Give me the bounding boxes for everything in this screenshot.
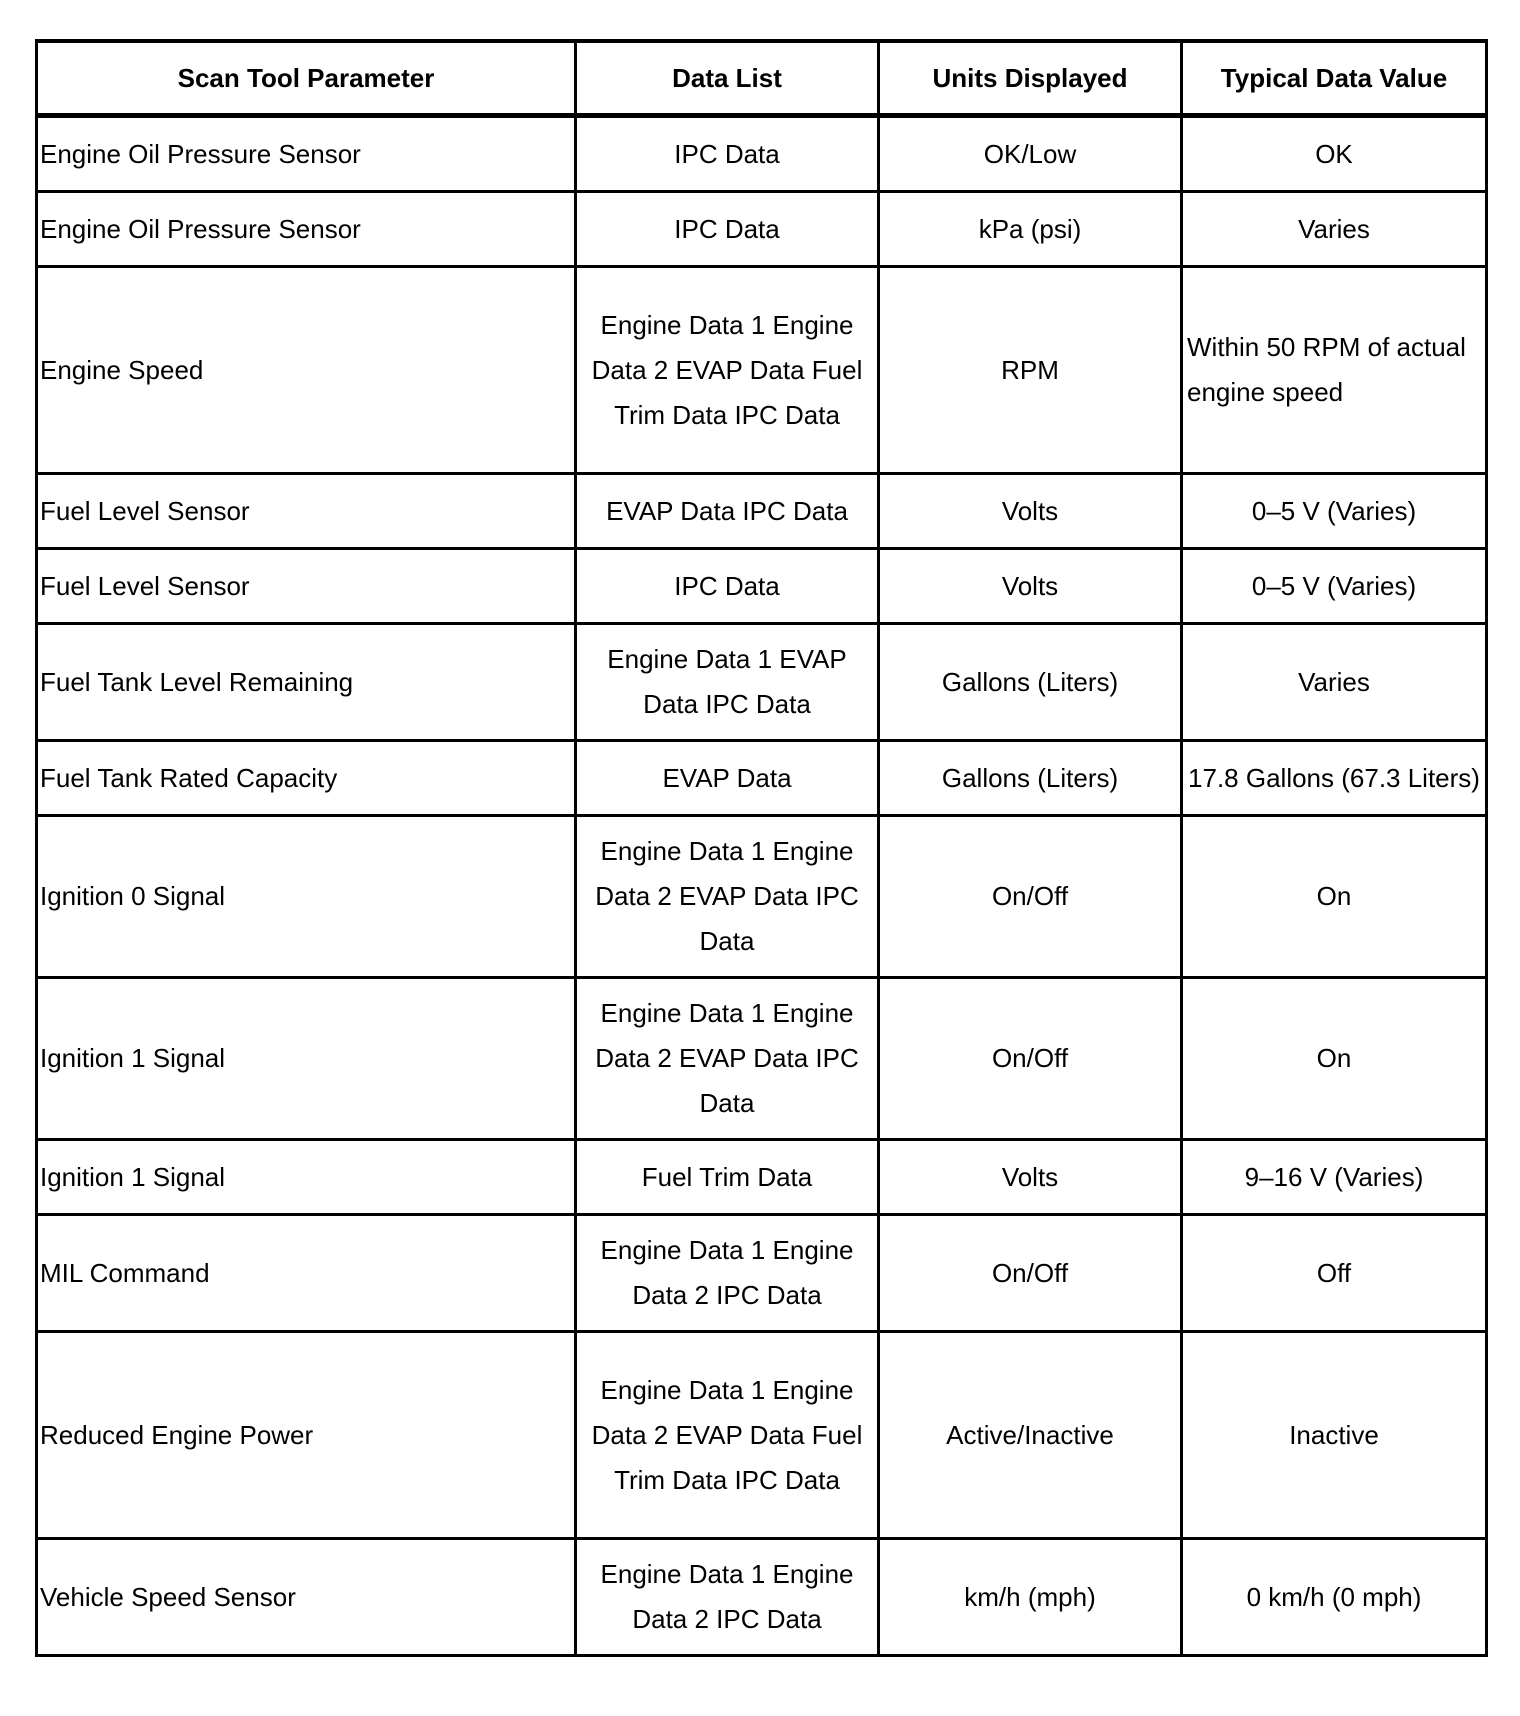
table-row [37,1140,1487,1215]
cell-units: Gallons (Liters) [879,741,1182,816]
cell-units: Active/Inactive [879,1332,1182,1539]
cell-typical-value: Varies [1182,192,1487,267]
cell-units: km/h (mph) [879,1539,1182,1656]
cell-typical-value: 0–5 V (Varies) [1182,549,1487,624]
table-row [37,474,1487,549]
cell-parameter: Vehicle Speed Sensor [37,1539,576,1656]
cell-units: OK/Low [879,116,1182,192]
cell-typical-value: 0 km/h (0 mph) [1182,1539,1487,1656]
table-row [37,1539,1487,1656]
cell-parameter: Fuel Level Sensor [37,474,576,549]
cell-data-list: IPC Data [576,192,879,267]
cell-parameter: Engine Oil Pressure Sensor [37,116,576,192]
cell-data-list: Engine Data 1 Engine Data 2 EVAP Data IPC Data [576,978,879,1140]
cell-units: kPa (psi) [879,192,1182,267]
cell-typical-value: 17.8 Gallons (67.3 Liters) [1182,741,1487,816]
cell-parameter: Engine Oil Pressure Sensor [37,192,576,267]
cell-data-list: IPC Data [576,549,879,624]
cell-parameter: MIL Command [37,1215,576,1332]
scan-tool-data-table [35,39,1488,1657]
cell-parameter: Ignition 1 Signal [37,978,576,1140]
cell-units: On/Off [879,816,1182,978]
cell-units: Volts [879,474,1182,549]
cell-units: Gallons (Liters) [879,624,1182,741]
table-row [37,816,1487,978]
cell-typical-value: Inactive [1182,1332,1487,1539]
cell-typical-value: 9–16 V (Varies) [1182,1140,1487,1215]
header-units-displayed: Units Displayed [879,41,1182,116]
cell-data-list: Engine Data 1 Engine Data 2 IPC Data [576,1215,879,1332]
cell-typical-value: Off [1182,1215,1487,1332]
cell-typical-value: Within 50 RPM of actual engine speed [1182,267,1487,474]
table-row [37,1332,1487,1539]
header-typical-data-value: Typical Data Value [1182,41,1487,116]
table-row [37,549,1487,624]
cell-parameter: Fuel Tank Level Remaining [37,624,576,741]
table-row [37,267,1487,474]
table-row [37,978,1487,1140]
cell-data-list: Engine Data 1 Engine Data 2 EVAP Data Fuel Trim Data IPC Data [576,1332,879,1539]
cell-typical-value: OK [1182,116,1487,192]
cell-data-list: Fuel Trim Data [576,1140,879,1215]
header-data-list: Data List [576,41,879,116]
cell-data-list: Engine Data 1 Engine Data 2 EVAP Data Fuel Trim Data IPC Data [576,267,879,474]
cell-parameter: Fuel Level Sensor [37,549,576,624]
cell-typical-value: Varies [1182,624,1487,741]
cell-typical-value: On [1182,978,1487,1140]
table-row [37,192,1487,267]
cell-units: On/Off [879,978,1182,1140]
table-row [37,1215,1487,1332]
cell-data-list: Engine Data 1 Engine Data 2 EVAP Data IPC Data [576,816,879,978]
table-row [37,741,1487,816]
table-row [37,624,1487,741]
cell-typical-value: On [1182,816,1487,978]
cell-units: Volts [879,1140,1182,1215]
cell-parameter: Reduced Engine Power [37,1332,576,1539]
cell-data-list: Engine Data 1 EVAP Data IPC Data [576,624,879,741]
cell-parameter: Engine Speed [37,267,576,474]
cell-parameter: Fuel Tank Rated Capacity [37,741,576,816]
cell-units: Volts [879,549,1182,624]
cell-data-list: IPC Data [576,116,879,192]
cell-data-list: EVAP Data IPC Data [576,474,879,549]
cell-units: On/Off [879,1215,1182,1332]
cell-data-list: Engine Data 1 Engine Data 2 IPC Data [576,1539,879,1656]
table-header-row [37,41,1487,116]
table-row [37,116,1487,192]
header-scan-tool-parameter: Scan Tool Parameter [37,41,576,116]
cell-parameter: Ignition 1 Signal [37,1140,576,1215]
cell-units: RPM [879,267,1182,474]
cell-data-list: EVAP Data [576,741,879,816]
cell-typical-value: 0–5 V (Varies) [1182,474,1487,549]
cell-parameter: Ignition 0 Signal [37,816,576,978]
